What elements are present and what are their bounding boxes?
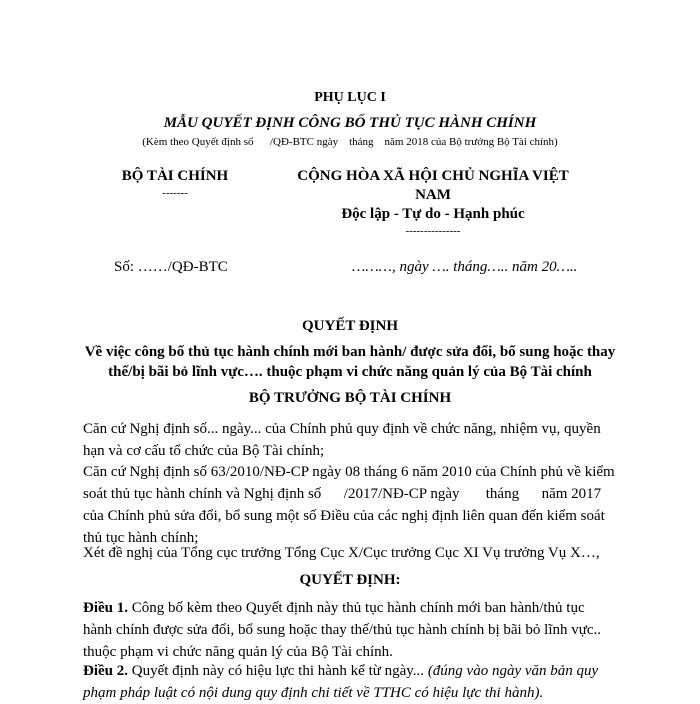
decision-subject-line1: Về việc công bố thủ tục hành chính mới ban hành/ được sửa đổi, bổ sung hoặc thay — [84, 344, 616, 360]
article-2-note: (đúng vào ngày văn bản quy phạm pháp luật có nội dung quy định chi tiết về TTHC có hiệu lực thi hành). — [83, 663, 599, 701]
form-title: MẪU QUYẾT ĐỊNH CÔNG BỐ THỦ TỤC HÀNH CHÍNH — [163, 115, 537, 131]
republic-line1: CỘNG HÒA XÃ HỘI CHỦ NGHĨA VIỆT — [297, 168, 569, 184]
agency-name: BỘ TÀI CHÍNH — [121, 168, 229, 184]
attachment-note: (Kèm theo Quyết định số /QĐ-BTC ngày tháng năm 2018 của Bộ trưởng Bộ Tài chính) — [142, 136, 558, 148]
resolve-title: QUYẾT ĐỊNH: — [299, 572, 401, 588]
article-2-text: Quyết định này có hiệu lực thi hành kể từ ngày... — [128, 663, 425, 679]
preamble-2: Căn cứ Nghị định số 63/2010/NĐ-CP ngày 08 tháng 6 năm 2010 của Chính phủ về kiểm soát thủ tục hành chính và Nghị định số /2017/NĐ-CP ngày tháng năm 2017 của Chính phủ sửa đổi, bổ sung một số Điều của các nghị định liên quan đến kiểm soát thủ tục hành chính; — [83, 464, 619, 546]
authority-title: BỘ TRƯỞNG BỘ TÀI CHÍNH — [248, 390, 452, 406]
article-1 — [83, 597, 615, 663]
document-date: ………, ngày …. tháng….. năm 20….. — [352, 259, 578, 275]
article-1-label: Điều 1. — [83, 600, 128, 616]
preamble-1: Căn cứ Nghị định số... ngày... của Chính phủ quy định về chức năng, nhiệm vụ, quyền hạn và cơ cấu tổ chức của Bộ Tài chính; — [83, 421, 601, 459]
preamble-3: Xét đề nghị của Tổng cục trưởng Tổng Cục X/Cục trưởng Cục XI Vụ trưởng Vụ X…, — [83, 545, 600, 561]
article-1-text: Công bố kèm theo Quyết định này thủ tục hành chính mới ban hành/thủ tục hành chính được sửa đổi, bổ sung hoặc thay thế/thủ tục hành chính bị bãi bỏ lĩnh vực.. thuộc phạm vi chức năng quản lý của Bộ Tài chính. — [83, 600, 602, 660]
republic-line2: NAM — [415, 187, 451, 203]
decision-subject-line2: thế/bị bãi bỏ lĩnh vực…. thuộc phạm vi chức năng quản lý của Bộ Tài chính — [108, 364, 592, 380]
article-2 — [83, 660, 615, 704]
decision-title: QUYẾT ĐỊNH — [302, 318, 398, 334]
document-number: Số: ……/QĐ-BTC — [114, 259, 228, 275]
republic-underline: --------------- — [405, 225, 461, 237]
appendix-title: PHỤ LỤC I — [314, 90, 386, 105]
republic-motto: Độc lập - Tự do - Hạnh phúc — [341, 206, 525, 222]
article-2-label: Điều 2. — [83, 663, 128, 679]
agency-underline: ------- — [162, 187, 188, 199]
